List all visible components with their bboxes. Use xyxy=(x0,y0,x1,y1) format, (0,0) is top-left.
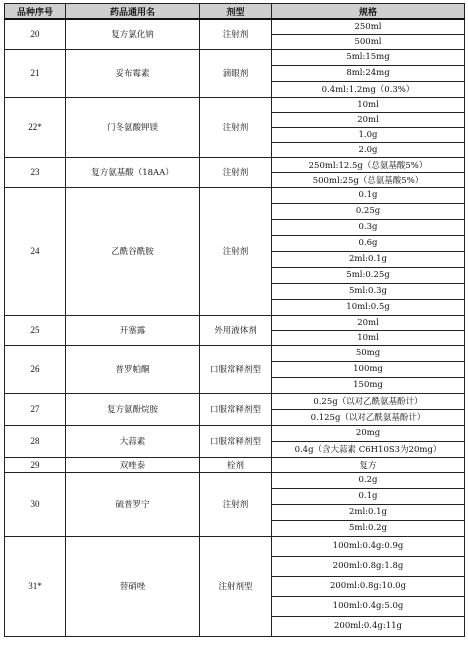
cell-drug-name: 硫普罗宁 xyxy=(66,472,200,536)
cell-specification: 0.25g xyxy=(272,203,465,219)
cell-serial-no: 21 xyxy=(5,49,66,97)
cell-specification: 0.2g xyxy=(272,472,465,488)
cell-specification: 5ml:0.25g xyxy=(272,267,465,283)
cell-drug-name: 复方氨酚烷胺 xyxy=(66,393,200,425)
table-body xyxy=(5,19,465,636)
cell-specification: 10ml xyxy=(272,97,465,112)
header-row xyxy=(5,4,465,20)
cell-drug-name: 门冬氨酸钾镁 xyxy=(66,97,200,157)
cell-specification: 500ml:25g（总氨基酸5%） xyxy=(272,172,465,187)
cell-drug-name: 普罗帕酮 xyxy=(66,345,200,393)
cell-specification: 250ml xyxy=(272,19,465,34)
cell-dosage-form: 口服常释剂型 xyxy=(200,393,272,425)
cell-specification: 8ml:24mg xyxy=(272,65,465,81)
cell-specification: 0.25g（以对乙酰氨基酚计） xyxy=(272,393,465,409)
cell-specification: 0.125g（以对乙酰氨基酚计） xyxy=(272,409,465,425)
cell-serial-no: 28 xyxy=(5,425,66,457)
header-dosage-form: 剂型 xyxy=(200,4,272,20)
table-row xyxy=(5,425,465,441)
header-specification: 规格 xyxy=(272,4,465,20)
table-row xyxy=(5,97,465,112)
cell-specification: 200ml:0.8g:10.0g xyxy=(272,576,465,596)
cell-dosage-form: 外用液体剂 xyxy=(200,315,272,345)
table-row xyxy=(5,393,465,409)
cell-dosage-form: 滴眼剂 xyxy=(200,49,272,97)
cell-specification: 20mg xyxy=(272,425,465,441)
cell-dosage-form: 口服常释剂型 xyxy=(200,345,272,393)
cell-dosage-form: 注射剂 xyxy=(200,97,272,157)
cell-drug-name: 替硝唑 xyxy=(66,536,200,636)
header-drug-name: 药品通用名 xyxy=(66,4,200,20)
cell-serial-no: 27 xyxy=(5,393,66,425)
table-row xyxy=(5,157,465,172)
cell-drug-name: 复方氯化钠 xyxy=(66,19,200,49)
cell-specification: 0.1g xyxy=(272,488,465,504)
cell-specification: 20ml xyxy=(272,112,465,127)
cell-dosage-form: 注射剂 xyxy=(200,187,272,315)
header-serial-no: 品种序号 xyxy=(5,4,66,20)
cell-dosage-form: 注射剂 xyxy=(200,157,272,187)
cell-dosage-form: 栓剂 xyxy=(200,457,272,472)
cell-specification: 2ml:0.1g xyxy=(272,251,465,267)
table-row xyxy=(5,187,465,203)
cell-drug-name: 乙酰谷酰胺 xyxy=(66,187,200,315)
cell-drug-name: 复方氨基酸（18AA） xyxy=(66,157,200,187)
table-row xyxy=(5,536,465,556)
cell-specification: 100mg xyxy=(272,361,465,377)
cell-specification: 0.3g xyxy=(272,219,465,235)
cell-drug-name: 双唑泰 xyxy=(66,457,200,472)
cell-specification: 复方 xyxy=(272,457,465,472)
cell-specification: 150mg xyxy=(272,377,465,393)
cell-specification: 2ml:0.1g xyxy=(272,504,465,520)
cell-specification: 20ml xyxy=(272,315,465,330)
table-row xyxy=(5,19,465,34)
cell-specification: 5ml:0.3g xyxy=(272,283,465,299)
cell-specification: 250ml:12.5g（总氨基酸5%） xyxy=(272,157,465,172)
cell-serial-no: 26 xyxy=(5,345,66,393)
table-row xyxy=(5,49,465,65)
cell-specification: 500ml xyxy=(272,34,465,49)
table-row xyxy=(5,345,465,361)
table-row xyxy=(5,457,465,472)
cell-specification: 10ml:0.5g xyxy=(272,299,465,315)
cell-specification: 100ml:0.4g:0.9g xyxy=(272,536,465,556)
cell-drug-name: 妥布霉素 xyxy=(66,49,200,97)
cell-serial-no: 31* xyxy=(5,536,66,636)
cell-specification: 10ml xyxy=(272,330,465,345)
cell-serial-no: 23 xyxy=(5,157,66,187)
cell-serial-no: 24 xyxy=(5,187,66,315)
cell-specification: 0.6g xyxy=(272,235,465,251)
cell-specification: 0.4ml:1.2mg（0.3%） xyxy=(272,81,465,97)
cell-dosage-form: 口服常释剂型 xyxy=(200,425,272,457)
cell-dosage-form: 注射剂 xyxy=(200,472,272,536)
cell-specification: 1.0g xyxy=(272,127,465,142)
cell-serial-no: 20 xyxy=(5,19,66,49)
cell-dosage-form: 注射剂型 xyxy=(200,536,272,636)
cell-specification: 2.0g xyxy=(272,142,465,157)
cell-serial-no: 30 xyxy=(5,472,66,536)
drug-spec-table xyxy=(4,3,465,637)
cell-specification: 200ml:0.4g:11g xyxy=(272,616,465,636)
cell-specification: 200ml:0.8g:1.8g xyxy=(272,556,465,576)
cell-drug-name: 开塞露 xyxy=(66,315,200,345)
table-row xyxy=(5,315,465,330)
cell-dosage-form: 注射剂 xyxy=(200,19,272,49)
cell-specification: 50mg xyxy=(272,345,465,361)
cell-serial-no: 29 xyxy=(5,457,66,472)
cell-drug-name: 大蒜素 xyxy=(66,425,200,457)
table-row xyxy=(5,472,465,488)
cell-serial-no: 22* xyxy=(5,97,66,157)
cell-specification: 5ml:0.2g xyxy=(272,520,465,536)
cell-specification: 0.1g xyxy=(272,187,465,203)
cell-serial-no: 25 xyxy=(5,315,66,345)
cell-specification: 100ml:0.4g:5.0g xyxy=(272,596,465,616)
cell-specification: 0.4g（含大蒜素 C6H10S3为20mg） xyxy=(272,441,465,457)
cell-specification: 5ml:15mg xyxy=(272,49,465,65)
